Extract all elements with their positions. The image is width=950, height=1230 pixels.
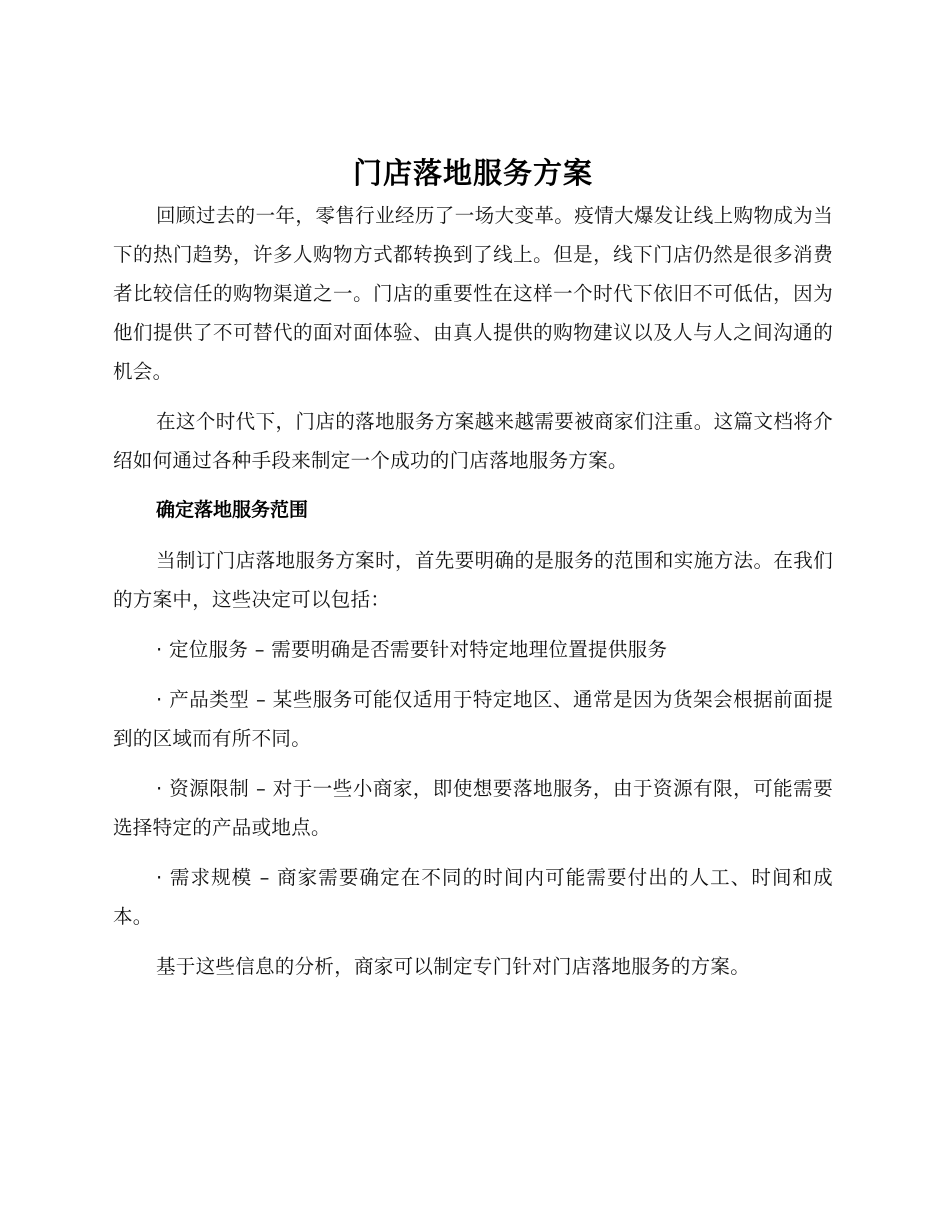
intro-paragraph-2: 在这个时代下，门店的落地服务方案越来越需要被商家们注重。这篇文档将介绍如何通过各种手段来制定一个成功的门店落地服务方案。: [113, 410, 833, 472]
section-intro-paragraph: 当制订门店落地服务方案时，首先要明确的是服务的范围和实施方法。在我们的方案中，这些决定可以包括：: [113, 549, 833, 611]
document-title: 门店落地服务方案: [352, 156, 593, 190]
section-heading: 确定落地服务范围: [156, 499, 309, 521]
bullet-item-location: · 定位服务 – 需要明确是否需要针对特定地理位置提供服务: [156, 638, 668, 661]
bullet-item-demand-scale: · 需求规模 – 商家需要确定在不同的时间内可能需要付出的人工、时间和成本。: [113, 866, 833, 928]
conclusion-paragraph: 基于这些信息的分析，商家可以制定专门针对门店落地服务的方案。: [156, 955, 751, 978]
intro-paragraph-1: 回顾过去的一年，零售行业经历了一场大变革。疫情大爆发让线上购物成为当下的热门趋势，许多人购物方式都转换到了线上。但是，线下门店仍然是很多消费者比较信任的购物渠道之一。门店的重要性在这样一个时代下依旧不可低估，因为他们提供了不可替代的面对面体验、由真人提供的购物建议以及人与人之间沟通的机会。: [113, 204, 833, 383]
bullet-item-resource-limit: · 资源限制 – 对于一些小商家，即使想要落地服务，由于资源有限，可能需要选择特定的产品或地点。: [113, 777, 833, 839]
document-page: [113, 150, 833, 986]
bullet-item-product-type: · 产品类型 – 某些服务可能仅适用于特定地区、通常是因为货架会根据前面提到的区域而有所不同。: [113, 688, 833, 750]
